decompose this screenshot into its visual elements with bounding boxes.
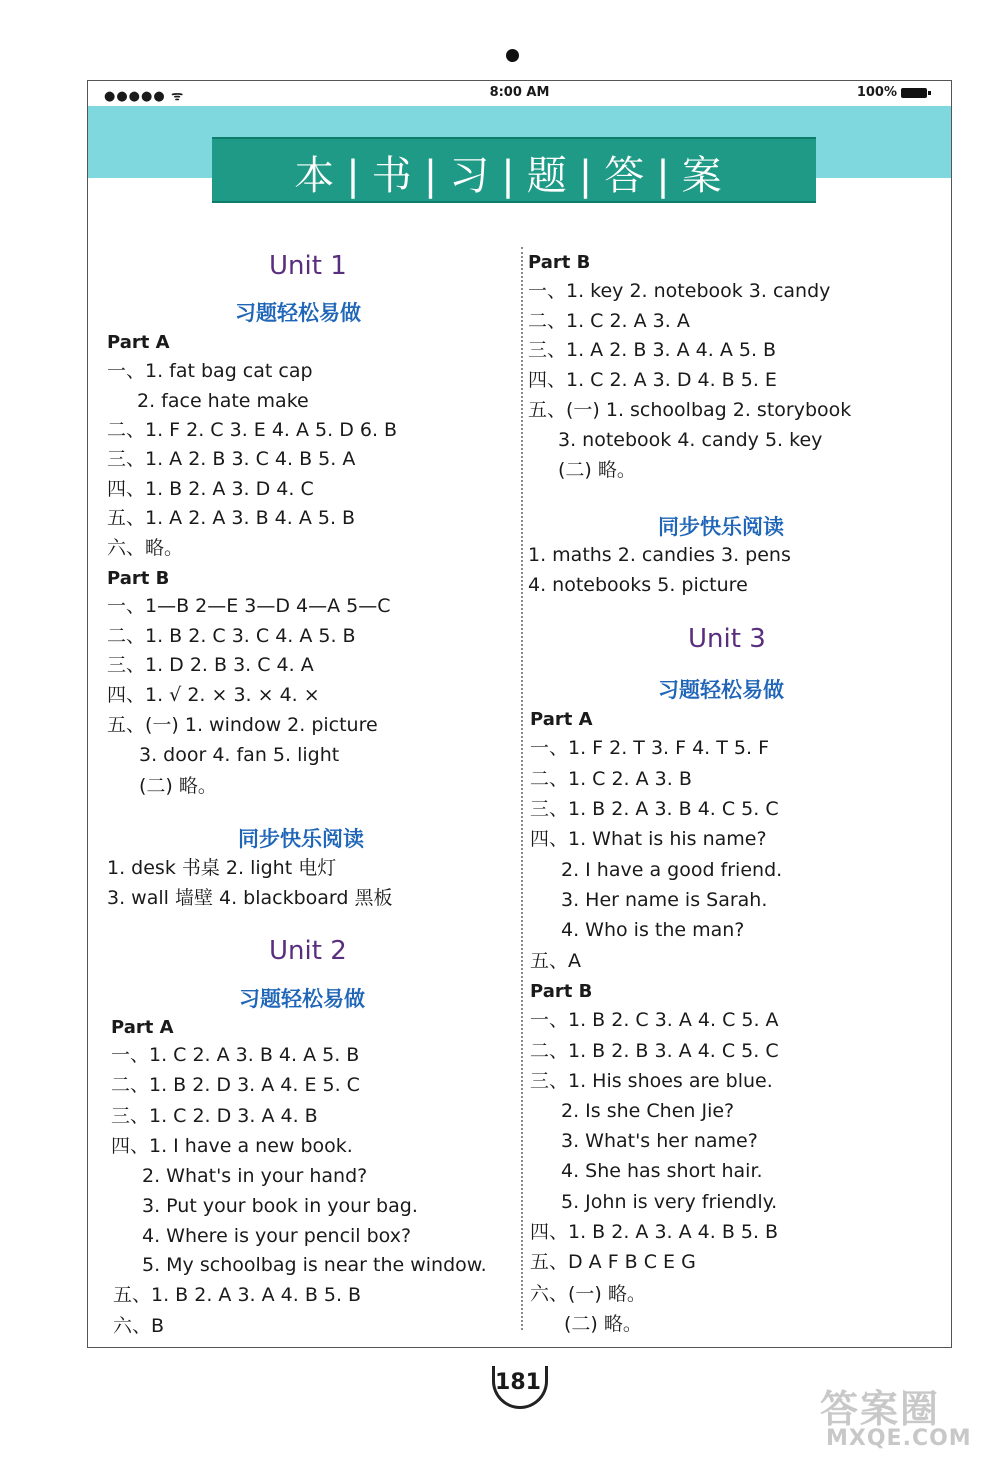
answer-line: 一、1. C 2. A 3. B 4. A 5. B: [111, 1044, 360, 1066]
answer-line: 5. John is very friendly.: [561, 1191, 778, 1213]
answer-line: 2. I have a good friend.: [561, 859, 783, 881]
answer-line: (二) 略。: [564, 1313, 642, 1335]
answer-line: 六、略。: [107, 537, 184, 559]
answer-line: 四、1. C 2. A 3. D 4. B 5. E: [528, 369, 777, 391]
watermark: [820, 1378, 995, 1458]
signal-indicator: ●●●●● ᯤ: [104, 89, 185, 104]
part-label: Part B: [107, 568, 170, 589]
answer-line: 二、1. F 2. C 3. E 4. A 5. D 6. B: [107, 419, 398, 441]
answer-line: 2. face hate make: [137, 390, 309, 412]
answer-line: 一、1. fat bag cat cap: [107, 360, 313, 382]
answer-line: 三、1. A 2. B 3. C 4. B 5. A: [107, 448, 356, 470]
unit-2-title: Unit 2: [269, 936, 347, 966]
answer-line: 一、1—B 2—E 3—D 4—A 5—C: [107, 595, 391, 617]
answer-line: 五、A: [530, 950, 581, 972]
answer-line: 三、1. D 2. B 3. C 4. A: [107, 654, 314, 676]
battery-indicator: [857, 85, 927, 100]
section-heading: 习题轻松易做: [235, 301, 361, 325]
answer-line: 六、(一) 略。: [530, 1283, 646, 1305]
part-label: Part B: [528, 252, 591, 273]
answer-line: 四、1. B 2. A 3. A 4. B 5. B: [530, 1221, 779, 1243]
status-bar: [88, 81, 951, 103]
battery-icon: [901, 88, 927, 98]
answer-line: (二) 略。: [139, 775, 217, 797]
answer-line: 四、1. √ 2. × 3. × 4. ×: [107, 684, 320, 706]
answer-line: 1. desk 书桌 2. light 电灯: [107, 857, 337, 879]
answer-line: 3. wall 墙壁 4. blackboard 黑板: [107, 887, 393, 909]
answer-line: 四、1. I have a new book.: [111, 1135, 353, 1157]
answer-line: 五、D A F B C E G: [530, 1251, 696, 1273]
answer-line: 五、1. A 2. A 3. B 4. A 5. B: [107, 507, 356, 529]
section-heading: 习题轻松易做: [239, 987, 365, 1011]
answer-line: 三、1. B 2. A 3. B 4. C 5. C: [530, 798, 779, 820]
answer-line: 五、(一) 1. window 2. picture: [107, 714, 378, 736]
camera-dot: [506, 49, 519, 62]
answer-line: 二、1. B 2. B 3. A 4. C 5. C: [530, 1040, 779, 1062]
banner: [212, 137, 816, 203]
status-time: 8:00 AM: [489, 85, 550, 100]
section-heading: 同步快乐阅读: [238, 827, 364, 851]
part-label: Part A: [111, 1017, 174, 1038]
answer-line: 六、B: [113, 1315, 165, 1337]
section-heading: 同步快乐阅读: [658, 515, 784, 539]
answer-line: 一、1. B 2. C 3. A 4. C 5. A: [530, 1009, 779, 1031]
part-label: Part A: [107, 332, 170, 353]
answer-line: 5. My schoolbag is near the window.: [142, 1254, 487, 1276]
watermark-logo-text: 答案圈: [820, 1387, 941, 1431]
tablet-frame: [87, 80, 952, 1348]
battery-percent: 100%: [856, 85, 897, 100]
answer-line: 五、(一) 1. schoolbag 2. storybook: [528, 399, 852, 421]
answer-line: 二、1. B 2. C 3. C 4. A 5. B: [107, 625, 356, 647]
part-label: Part B: [530, 981, 593, 1002]
section-heading: 习题轻松易做: [658, 678, 784, 702]
answer-line: 三、1. A 2. B 3. A 4. A 5. B: [528, 339, 777, 361]
page-title: 本|书|习|题|答|案: [294, 153, 734, 199]
column-divider: [521, 247, 523, 1330]
page-number-text: 181: [495, 1370, 541, 1395]
answer-line: 4. Who is the man?: [561, 919, 745, 941]
answer-line: 一、1. F 2. T 3. F 4. T 5. F: [530, 737, 769, 759]
answer-line: (二) 略。: [558, 459, 636, 481]
answer-line: 三、1. C 2. D 3. A 4. B: [111, 1105, 318, 1127]
answer-line: 二、1. C 2. A 3. B: [530, 768, 692, 790]
answer-line: 二、1. B 2. D 3. A 4. E 5. C: [111, 1074, 360, 1096]
answer-line: 3. Her name is Sarah.: [561, 889, 768, 911]
answer-line: 一、1. key 2. notebook 3. candy: [528, 280, 831, 302]
answer-line: 3. door 4. fan 5. light: [139, 744, 340, 766]
answer-line: 3. Put your book in your bag.: [142, 1195, 418, 1217]
answer-line: 二、1. C 2. A 3. A: [528, 310, 690, 332]
answer-line: 2. Is she Chen Jie?: [561, 1100, 735, 1122]
answer-line: 4. She has short hair.: [561, 1160, 763, 1182]
answer-line: 四、1. B 2. A 3. D 4. C: [107, 478, 314, 500]
answer-line: 1. maths 2. candies 3. pens: [528, 544, 791, 566]
part-label: Part A: [530, 709, 593, 730]
unit-1-title: Unit 1: [269, 251, 347, 281]
answer-line: 3. What's her name?: [561, 1130, 758, 1152]
answer-line: 2. What's in your hand?: [142, 1165, 368, 1187]
answer-line: 五、1. B 2. A 3. A 4. B 5. B: [113, 1284, 362, 1306]
answer-line: 三、1. His shoes are blue.: [530, 1070, 773, 1092]
watermark-url: MXQE.COM: [826, 1426, 972, 1451]
answer-line: 四、1. What is his name?: [530, 828, 767, 850]
unit-3-title: Unit 3: [688, 624, 766, 654]
answer-line: 4. Where is your pencil box?: [142, 1225, 412, 1247]
answer-line: 4. notebooks 5. picture: [528, 574, 748, 596]
answer-line: 3. notebook 4. candy 5. key: [558, 429, 823, 451]
page-number: [488, 1362, 548, 1412]
